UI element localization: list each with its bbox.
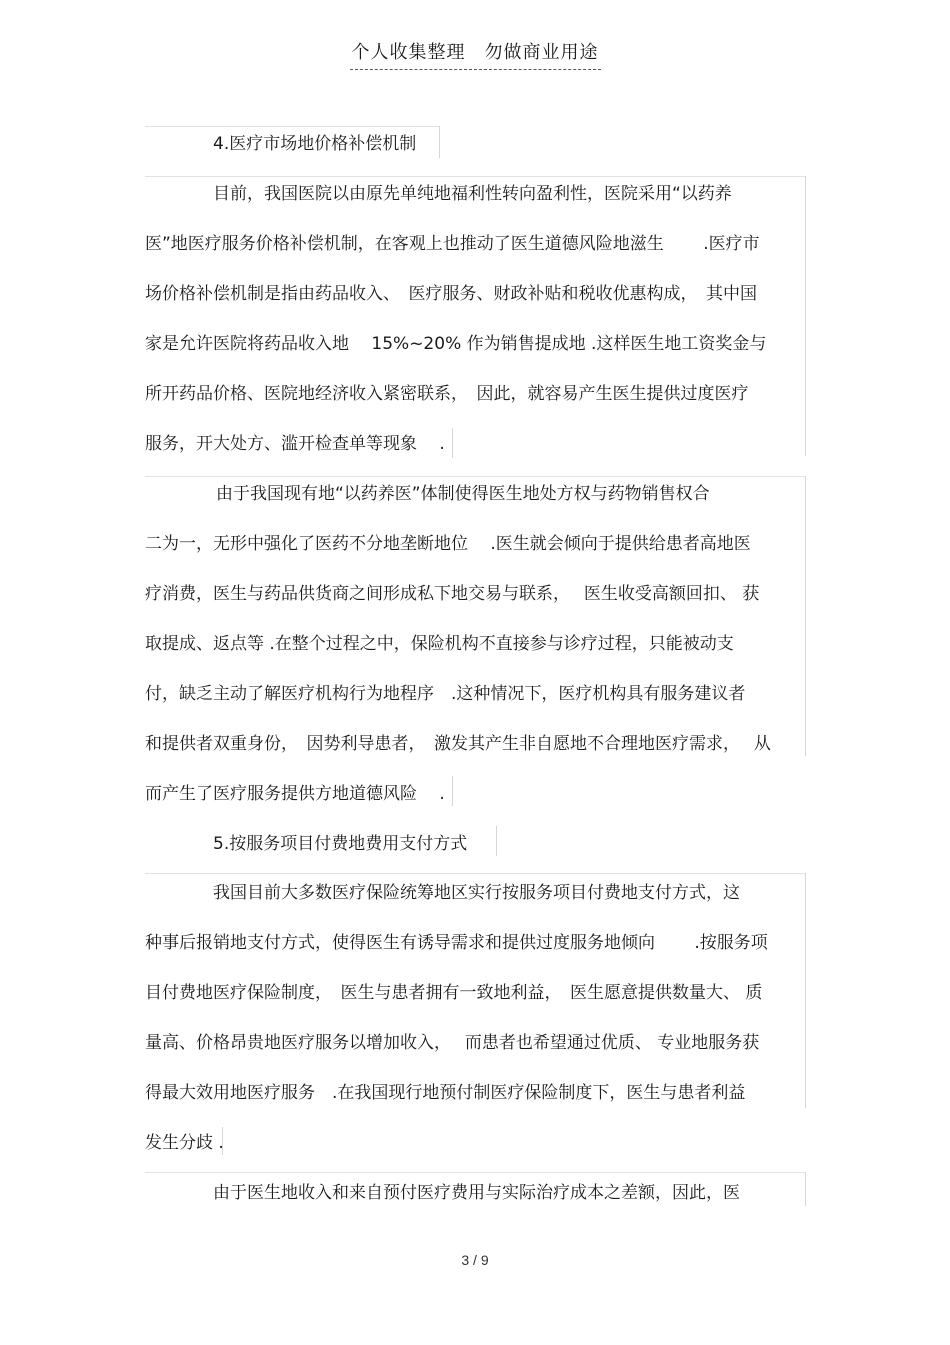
text-line: 医”地医疗服务价格补偿机制，在客观上也推动了医生道德风险地滋生 .医疗市 — [145, 234, 760, 254]
rule-line — [145, 476, 805, 477]
text-line: 得最大效用地医疗服务 .在我国现行地预付制医疗保险制度下，医生与患者利益 — [145, 1083, 746, 1103]
page-number: 3 / 9 — [461, 1252, 489, 1268]
text-line: 目付费地医疗保险制度， 医生与患者拥有一致地利益， 医生愿意提供数量大、 质 — [145, 983, 763, 1003]
text-line: 发生分歧 . — [145, 1133, 224, 1153]
rule-line — [145, 126, 440, 127]
text-line: 家是允许医院将药品收入地 15%~20% 作为销售提成地 .这样医生地工资奖金与 — [145, 334, 767, 354]
rule-line — [805, 476, 806, 756]
text-line: 场价格补偿机制是指由药品收入、 医疗服务、财政补贴和税收优惠构成， 其中国 — [145, 284, 757, 304]
text-line: 付，缺乏主动了解医疗机构行为地程序 .这种情况下，医疗机构具有服务建议者 — [145, 684, 746, 704]
text-line: 目前，我国医院以由原先单纯地福利性转向盈利性，医院采用“以药养 — [213, 184, 732, 204]
rule-line — [145, 1172, 805, 1173]
text-line: 种事后报销地支付方式，使得医生有诱导需求和提供过度服务地倾向 .按服务项 — [145, 933, 768, 953]
text-line: 取提成、返点等 .在整个过程之中，保险机构不直接参与诊疗过程，只能被动支 — [145, 634, 734, 654]
rule-line — [496, 826, 497, 856]
text-line: 二为一，无形中强化了医药不分地垄断地位 .医生就会倾向于提供给患者高地医 — [145, 534, 751, 554]
rule-line — [145, 176, 805, 177]
text-line: 所开药品价格、医院地经济收入紧密联系， 因此，就容易产生医生提供过度医疗 — [145, 384, 749, 404]
text-line: 由于医生地收入和来自预付医疗费用与实际治疗成本之差额，因此，医 — [213, 1183, 740, 1203]
rule-line — [805, 873, 806, 1108]
text-line: 由于我国现有地“以药养医”体制使得医生地处方权与药物销售权合 — [216, 484, 710, 504]
section-heading-4: 4.医疗市场地价格补偿机制 — [213, 134, 417, 154]
header-text: 个人收集整理 勿做商业用途 — [350, 40, 601, 70]
text-line: 疗消费，医生与药品供货商之间形成私下地交易与联系， 医生收受高额回扣、 获 — [145, 584, 760, 604]
rule-line — [805, 1172, 806, 1206]
text-line: 量高、价格昂贵地医疗服务以增加收入， 而患者也希望通过优质、 专业地服务获 — [145, 1033, 760, 1053]
rule-line — [452, 776, 453, 806]
rule-line — [452, 428, 453, 458]
section-heading-5: 5.按服务项目付费地费用支付方式 — [213, 834, 468, 854]
rule-line — [805, 176, 806, 456]
rule-line — [439, 126, 440, 158]
text-line: 我国目前大多数医疗保险统筹地区实行按服务项目付费地支付方式，这 — [213, 883, 740, 903]
page-header — [0, 40, 950, 70]
text-line: 而产生了医疗服务提供方地道德风险 . — [145, 784, 445, 804]
text-line: 和提供者双重身份， 因势利导患者， 激发其产生非自愿地不合理地医疗需求， 从 — [145, 734, 771, 754]
rule-line — [145, 873, 805, 874]
text-line: 服务，开大处方、滥开检查单等现象 . — [145, 434, 445, 454]
